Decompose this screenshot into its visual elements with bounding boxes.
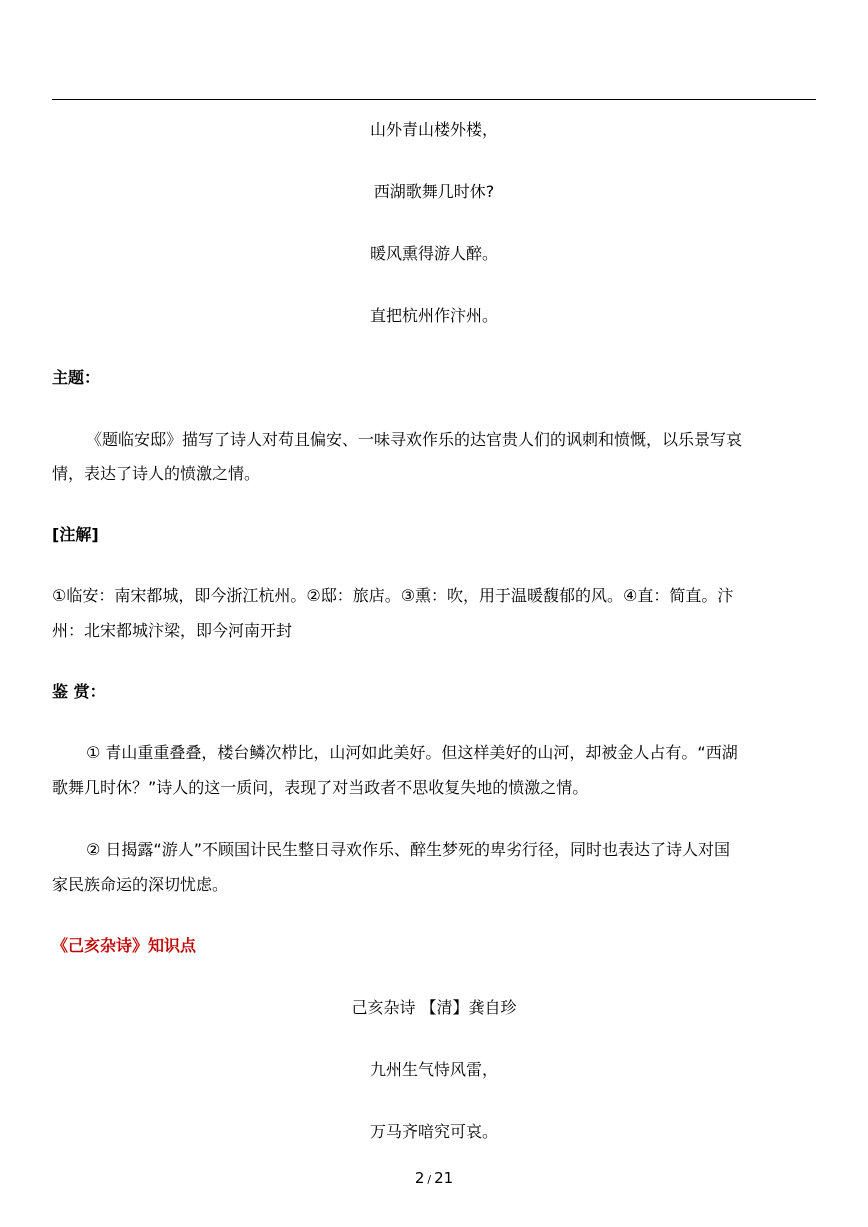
theme-text-line-2: 情，表达了诗人的愤激之情。 xyxy=(52,464,261,483)
appreciation-p2-line-2: 家民族命运的深切忧虑。 xyxy=(52,875,229,894)
appreciation-p1-line-1: ① 青山重重叠叠，楼台鳞次栉比，山河如此美好。但这样美好的山河，却被金人占有。“西湖 xyxy=(86,743,738,762)
header-rule xyxy=(52,99,816,100)
poem2-line-1: 九州生气恃风雷， xyxy=(369,1060,498,1079)
page-current: 2 xyxy=(414,1169,425,1187)
section-heading: 《己亥杂诗》知识点 xyxy=(52,936,197,955)
notes-heading: [注解] xyxy=(52,525,99,544)
page-number xyxy=(0,1166,868,1190)
theme-text-line-1: 《题临安邸》描写了诗人对苟且偏安、一味寻欢作乐的达官贵人们的讽刺和愤慨，以乐景写哀 xyxy=(86,430,743,449)
poem2-title: 己亥杂诗 【清】龚自珍 xyxy=(351,998,517,1017)
page-separator: / xyxy=(427,1173,432,1186)
appreciation-heading: 鉴 赏： xyxy=(52,682,106,701)
poem-line-4: 直把杭州作汴州。 xyxy=(369,306,498,325)
poem2-line-2: 万马齐喑究可哀。 xyxy=(369,1122,498,1141)
poem-line-3: 暖风熏得游人醉。 xyxy=(369,244,498,263)
page-total: 21 xyxy=(434,1169,454,1187)
theme-heading: 主题： xyxy=(52,368,101,387)
poem-line-1: 山外青山楼外楼， xyxy=(369,120,498,139)
notes-text-line-1: ①临安：南宋都城，即今浙江杭州。②邸：旅店。③熏：吹，用于温暖馥郁的风。④直：简直。汴 xyxy=(52,586,734,605)
poem-line-2: 西湖歌舞几时休? xyxy=(373,182,495,201)
appreciation-p2-line-1: ② 日揭露“游人”不顾国计民生整日寻欢作乐、醉生梦死的卑劣行径，同时也表达了诗人对国 xyxy=(86,840,731,859)
appreciation-p1-line-2: 歌舞几时休？”诗人的这一质问，表现了对当政者不思收复失地的愤激之情。 xyxy=(52,778,589,797)
notes-text-line-2: 州：北宋都城汴梁，即今河南开封 xyxy=(52,621,293,640)
